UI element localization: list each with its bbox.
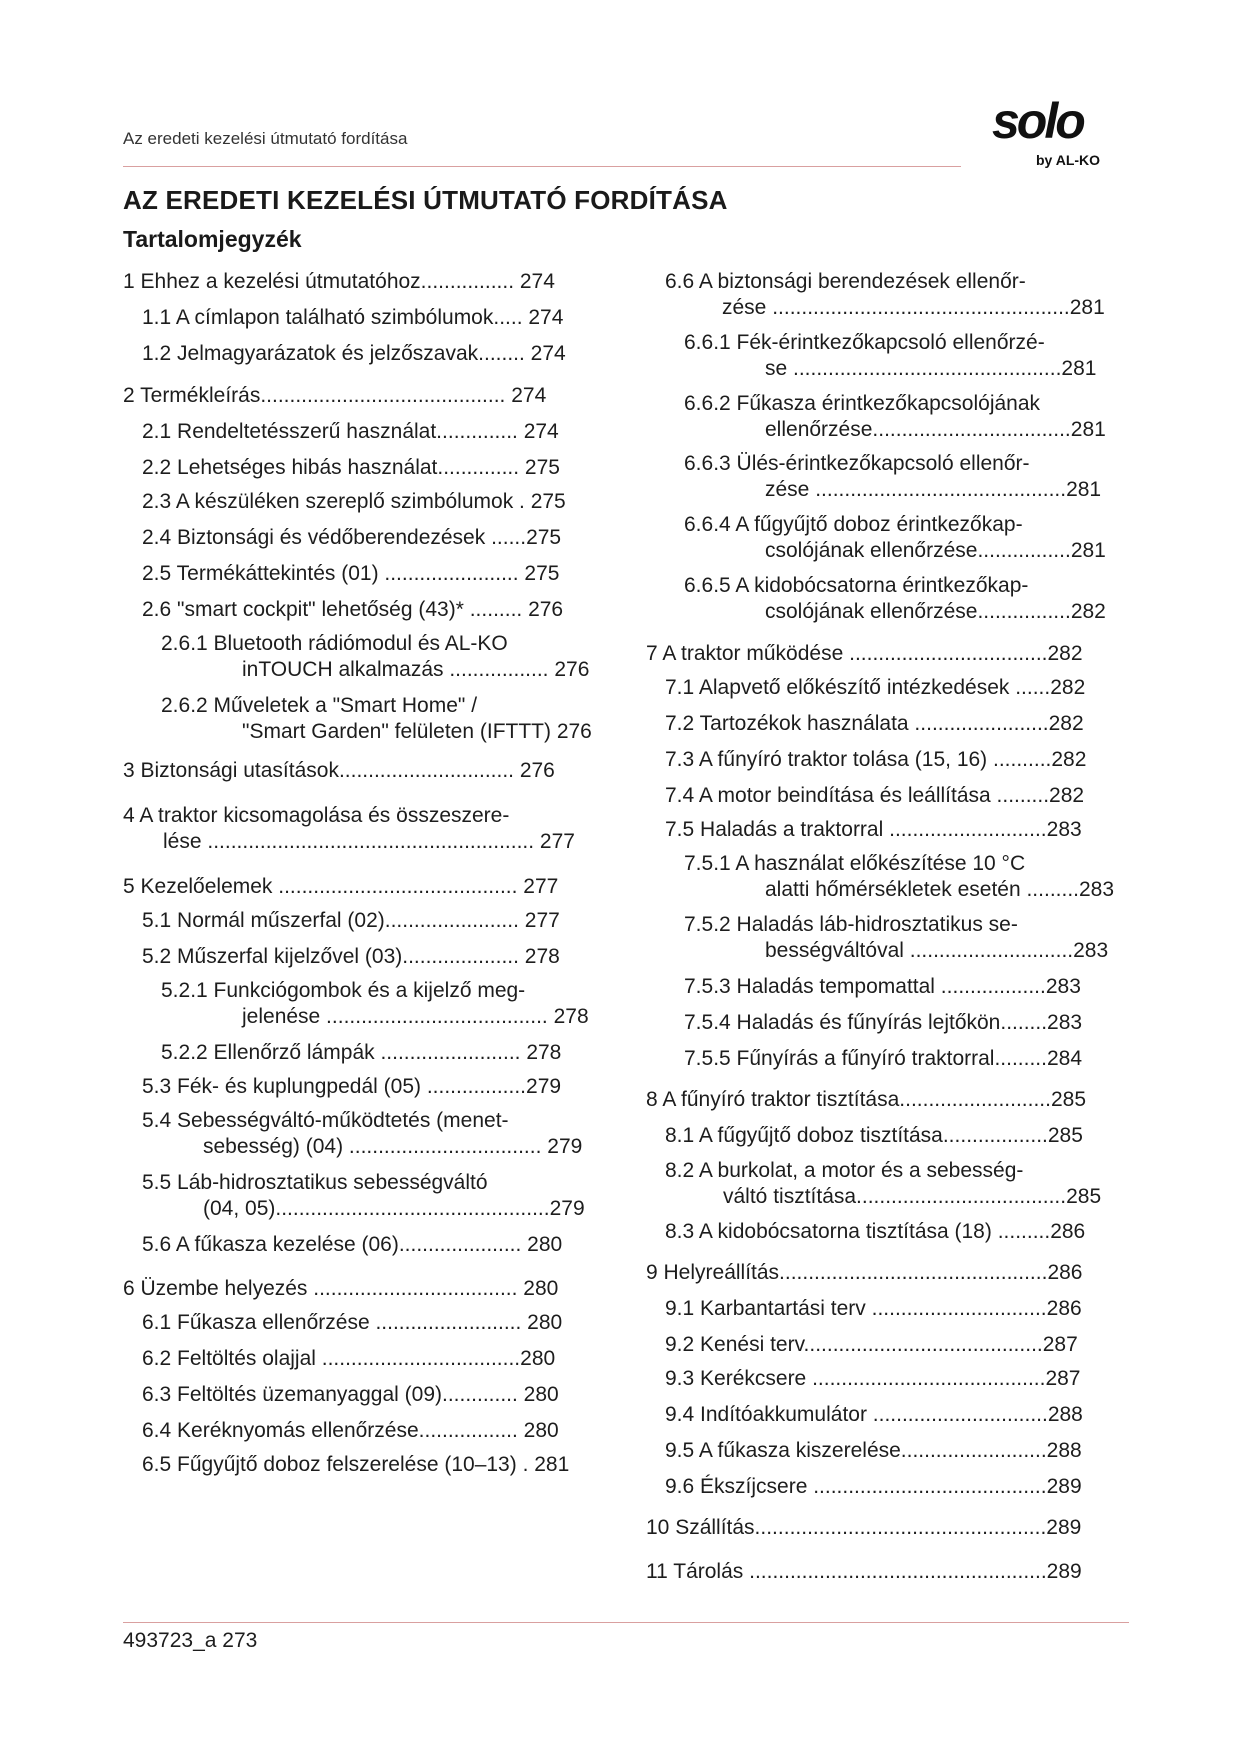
toc-entry[interactable] — [665, 817, 1082, 843]
toc-entry[interactable] — [684, 330, 1096, 382]
toc-entry[interactable] — [123, 383, 546, 409]
toc-entry[interactable] — [142, 341, 566, 367]
toc-entry[interactable] — [142, 1310, 562, 1336]
toc-entry[interactable] — [665, 1438, 1082, 1464]
toc-entry-text: 6.6.5 A kidobócsatorna érintkezőkap- — [684, 574, 1029, 597]
toc-entry[interactable] — [123, 803, 575, 855]
toc-heading: Tartalomjegyzék — [123, 226, 302, 252]
toc-entry-text: 6.6 A biztonsági berendezések ellenőr- — [665, 270, 1026, 293]
toc-entry[interactable] — [646, 1559, 1082, 1585]
toc-entry-text: 5.2.2 Ellenőrző lámpák ........................ 278 — [161, 1041, 562, 1064]
header-rule — [123, 166, 961, 167]
toc-entry-text: "Smart Garden" felületen (IFTTT) 276 — [242, 720, 592, 743]
toc-entry-text: 6.4 Keréknyomás ellenőrzése................. 280 — [142, 1419, 559, 1442]
toc-entry[interactable] — [142, 1452, 569, 1478]
toc-entry-text: 2.3 A készüléken szereplő szimbólumok . 275 — [142, 490, 566, 513]
toc-entry[interactable] — [142, 489, 566, 515]
toc-entry[interactable] — [142, 1346, 555, 1372]
toc-entry[interactable] — [142, 1382, 559, 1408]
toc-entry-text: 5.6 A fűkasza kezelése (06)..................... 280 — [142, 1233, 563, 1256]
toc-entry[interactable] — [665, 747, 1086, 773]
toc-entry[interactable] — [123, 758, 555, 784]
toc-entry[interactable] — [646, 1260, 1082, 1286]
logo-subtitle: by AL-KO — [1036, 152, 1101, 168]
toc-entry[interactable] — [142, 525, 561, 551]
toc-entry[interactable] — [684, 1010, 1082, 1036]
toc-entry[interactable] — [646, 641, 1083, 667]
toc-entry[interactable] — [123, 874, 558, 900]
toc-entry-text: 1 Ehhez a kezelési útmutatóhoz................ 274 — [123, 270, 555, 293]
toc-entry-text: 9.6 Ékszíjcsere ........................................289 — [665, 1475, 1082, 1498]
toc-entry-text: 7 A traktor működése ..................................282 — [646, 642, 1083, 665]
toc-entry-text: 9.2 Kenési terv.........................................287 — [665, 1333, 1078, 1356]
toc-entry[interactable] — [684, 974, 1081, 1000]
toc-entry-text: csolójának ellenőrzése................281 — [765, 539, 1106, 562]
toc-entry-text: 5.5 Láb-hidrosztatikus sebességváltó — [142, 1171, 488, 1194]
toc-entry-text: 5.1 Normál műszerfal (02)....................... 277 — [142, 909, 560, 932]
toc-entry-text: 7.1 Alapvető előkészítő intézkedések ......282 — [665, 676, 1086, 699]
running-header: Az eredeti kezelési útmutató fordítása — [123, 129, 408, 148]
toc-entry-text: 2 Termékleírás.......................................... 274 — [123, 384, 547, 407]
toc-entry-text: 7.2 Tartozékok használata .......................282 — [665, 712, 1084, 735]
toc-entry-text: bességváltóval ............................283 — [765, 939, 1109, 962]
toc-entry[interactable] — [646, 1515, 1081, 1541]
toc-entry[interactable] — [665, 711, 1084, 737]
toc-entry-text: 7.5.4 Haladás és fűnyírás lejtőkön........283 — [684, 1011, 1083, 1034]
toc-entry-text: 8.3 A kidobócsatorna tisztítása (18) .........286 — [665, 1220, 1086, 1243]
toc-entry-text: 5.4 Sebességváltó-működtetés (menet- — [142, 1109, 509, 1132]
toc-entry-text: lése ........................................................ 277 — [163, 830, 575, 853]
toc-entry[interactable] — [161, 1040, 561, 1066]
toc-entry[interactable] — [142, 1170, 585, 1222]
toc-entry[interactable] — [142, 1074, 561, 1100]
toc-entry-text: 2.5 Termékáttekintés (01) ....................... 275 — [142, 562, 560, 585]
toc-entry-text: (04, 05)...............................................279 — [203, 1197, 585, 1220]
toc-entry-text: 2.2 Lehetséges hibás használat.............. 275 — [142, 456, 560, 479]
toc-entry-text: 6.6.3 Ülés-érintkezőkapcsoló ellenőr- — [684, 452, 1030, 475]
toc-entry[interactable] — [142, 1418, 559, 1444]
toc-entry-text: 2.6.1 Bluetooth rádiómodul és AL-KO — [161, 632, 508, 655]
toc-entry-text: 5 Kezelőelemek ......................................... 277 — [123, 875, 559, 898]
toc-entry-text: 6.6.2 Fűkasza érintkezőkapcsolójának — [684, 392, 1041, 415]
toc-entry-text: 2.6.2 Műveletek a "Smart Home" / — [161, 694, 478, 717]
toc-entry-text: inTOUCH alkalmazás ................. 276 — [242, 658, 590, 681]
toc-entry[interactable] — [161, 693, 592, 745]
toc-entry-text: jelenése ...................................... 278 — [242, 1005, 589, 1028]
toc-entry[interactable] — [142, 455, 560, 481]
toc-entry[interactable] — [123, 269, 555, 295]
toc-entry-text: zése ...................................................281 — [722, 296, 1105, 319]
toc-entry[interactable] — [665, 1158, 1101, 1210]
toc-entry[interactable] — [684, 391, 1106, 443]
toc-entry[interactable] — [684, 573, 1106, 625]
toc-entry-text: 1.2 Jelmagyarázatok és jelzőszavak........ 274 — [142, 342, 566, 365]
toc-entry-text: 6.5 Fűgyűjtő doboz felszerelése (10–13) . 281 — [142, 1453, 570, 1476]
toc-entry-text: 10 Szállítás..................................................289 — [646, 1516, 1082, 1539]
toc-entry[interactable] — [142, 597, 563, 623]
toc-entry-text: 7.4 A motor beindítása és leállítása .........282 — [665, 784, 1085, 807]
toc-entry-text: se ..............................................281 — [765, 357, 1097, 380]
toc-entry[interactable] — [646, 1087, 1086, 1113]
toc-entry-text: 7.5.3 Haladás tempomattal ..................283 — [684, 975, 1081, 998]
toc-entry[interactable] — [142, 1232, 562, 1258]
toc-entry[interactable] — [684, 851, 1114, 903]
page-title: AZ EREDETI KEZELÉSI ÚTMUTATÓ FORDÍTÁSA — [123, 185, 728, 215]
toc-entry[interactable] — [684, 912, 1108, 964]
toc-entry-text: 8.2 A burkolat, a motor és a sebesség- — [665, 1159, 1024, 1182]
toc-entry[interactable] — [142, 908, 560, 934]
logo-wordmark: solo — [992, 93, 1083, 149]
toc-entry-text: 6.6.4 A fűgyűjtő doboz érintkezőkap- — [684, 513, 1023, 536]
toc-entry-text: 8.1 A fűgyűjtő doboz tisztítása..................285 — [665, 1124, 1083, 1147]
toc-entry[interactable] — [684, 451, 1101, 503]
toc-entry-text: sebesség) (04) ................................. 279 — [203, 1135, 583, 1158]
toc-entry[interactable] — [142, 305, 563, 331]
toc-entry[interactable] — [161, 631, 589, 683]
toc-entry-text: 5.2 Műszerfal kijelzővel (03).................... 278 — [142, 945, 560, 968]
toc-entry-text: 6.3 Feltöltés üzemanyaggal (09)............. 280 — [142, 1383, 559, 1406]
toc-entry[interactable] — [684, 1046, 1082, 1072]
brand-logo — [992, 93, 1132, 170]
toc-entry[interactable] — [665, 269, 1105, 321]
toc-entry-text: zése ...........................................281 — [765, 478, 1102, 501]
toc-entry[interactable] — [665, 1366, 1081, 1392]
toc-entry-text: 7.5.2 Haladás láb-hidrosztatikus se- — [684, 913, 1018, 936]
toc-entry[interactable] — [665, 1123, 1083, 1149]
toc-entry-text: 2.4 Biztonsági és védőberendezések ......275 — [142, 526, 562, 549]
toc-entry-text: 5.3 Fék- és kuplungpedál (05) .................279 — [142, 1075, 562, 1098]
toc-entry-text: 3 Biztonsági utasítások.............................. 276 — [123, 759, 555, 782]
toc-entry-text: alatti hőmérsékletek esetén .........283 — [765, 878, 1115, 901]
toc-entry[interactable] — [665, 675, 1085, 701]
toc-entry[interactable] — [665, 1296, 1082, 1322]
toc-entry-text: 7.3 A fűnyíró traktor tolása (15, 16) ..........282 — [665, 748, 1087, 771]
toc-entry-text: 5.2.1 Funkciógombok és a kijelző meg- — [161, 979, 526, 1002]
toc-entry[interactable] — [142, 419, 559, 445]
footer-rule — [123, 1622, 1129, 1623]
toc-entry-text: ellenőrzése..................................281 — [765, 418, 1106, 441]
toc-entry[interactable] — [142, 1108, 582, 1160]
toc-entry-text: 6.6.1 Fék-érintkezőkapcsoló ellenőrzé- — [684, 331, 1045, 354]
toc-entry[interactable] — [161, 978, 589, 1030]
toc-entry[interactable] — [665, 783, 1084, 809]
toc-entry-text: 9 Helyreállítás..............................................286 — [646, 1261, 1083, 1284]
toc-entry-text: 7.5.1 A használat előkészítése 10 °C — [684, 852, 1026, 875]
toc-entry[interactable] — [665, 1402, 1083, 1428]
toc-entry-text: 2.1 Rendeltetésszerű használat.............. 274 — [142, 420, 559, 443]
toc-entry-text: 9.3 Kerékcsere ........................................287 — [665, 1367, 1081, 1390]
toc-entry-text: 6.2 Feltöltés olajjal ..................................280 — [142, 1347, 556, 1370]
toc-entry-text: 9.4 Indítóakkumulátor ..............................288 — [665, 1403, 1083, 1426]
toc-entry[interactable] — [142, 561, 559, 587]
toc-entry-text: 8 A fűnyíró traktor tisztítása..........................285 — [646, 1088, 1087, 1111]
toc-entry[interactable] — [665, 1332, 1078, 1358]
toc-entry-text: 9.1 Karbantartási terv ..............................286 — [665, 1297, 1082, 1320]
toc-entry-text: 7.5 Haladás a traktorral ...........................283 — [665, 818, 1082, 841]
toc-entry-text: 6.1 Fűkasza ellenőrzése ......................... 280 — [142, 1311, 563, 1334]
footer-doc-page: 493723_a 273 — [123, 1629, 258, 1652]
toc-entry[interactable] — [684, 512, 1106, 564]
toc-entry[interactable] — [665, 1219, 1085, 1245]
toc-entry-text: váltó tisztítása....................................285 — [723, 1185, 1102, 1208]
toc-entry-text: 1.1 A címlapon található szimbólumok..... 274 — [142, 306, 564, 329]
toc-entry[interactable] — [142, 944, 560, 970]
toc-entry[interactable] — [665, 1474, 1082, 1500]
toc-entry-text: 7.5.5 Fűnyírás a fűnyíró traktorral.........284 — [684, 1047, 1083, 1070]
toc-entry[interactable] — [123, 1276, 558, 1302]
toc-entry-text: 2.6 "smart cockpit" lehetőség (43)* ......... 276 — [142, 598, 564, 621]
toc-entry-text: 6 Üzembe helyezés ................................... 280 — [123, 1277, 559, 1300]
toc-entry-text: 9.5 A fűkasza kiszerelése.........................288 — [665, 1439, 1082, 1462]
toc-entry-text: 4 A traktor kicsomagolása és összeszere- — [123, 804, 510, 827]
toc-entry-text: csolójának ellenőrzése................282 — [765, 600, 1106, 623]
toc-entry-text: 11 Tárolás ...................................................289 — [646, 1560, 1082, 1583]
